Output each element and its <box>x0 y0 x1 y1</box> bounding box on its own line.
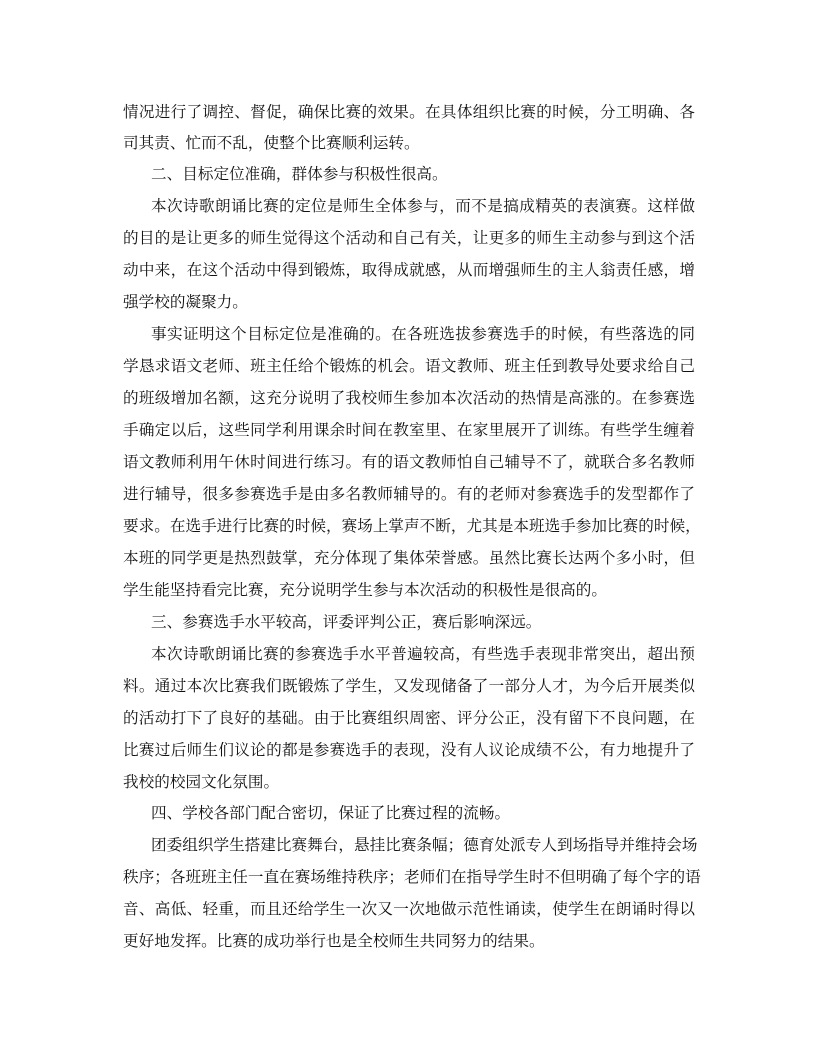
body-text-line: 学恳求语文老师、班主任给个锻炼的机会。语文教师、班主任到教导处要求给自己 <box>123 357 695 375</box>
body-text-line: 比赛过后师生们议论的都是参赛选手的表现，没有人议论成绩不公，有力地提升了 <box>123 741 695 759</box>
body-text-line: 本次诗歌朗诵比赛的定位是师生全体参与，而不是搞成精英的表演赛。这样做 <box>151 197 695 215</box>
body-text-line: 情况进行了调控、督促，确保比赛的效果。在具体组织比赛的时候，分工明确、各 <box>123 103 695 121</box>
body-text-line: 语文教师利用午休时间进行练习。有的语文教师怕自己辅导不了，就联合多名教师 <box>123 453 695 471</box>
body-text-line: 手确定以后，这些同学利用课余时间在教室里、在家里展开了训练。有些学生缠着 <box>123 421 695 439</box>
section-heading: 四、学校各部门配合密切，保证了比赛过程的流畅。 <box>151 804 511 822</box>
body-text-line: 本次诗歌朗诵比赛的参赛选手水平普遍较高，有些选手表现非常突出，超出预 <box>151 645 695 663</box>
body-text-line: 学生能坚持看完比赛，充分说明学生参与本次活动的积极性是很高的。 <box>123 581 608 599</box>
body-text-line: 要求。在选手进行比赛的时候，赛场上掌声不断，尤其是本班选手参加比赛的时候， <box>123 517 701 535</box>
body-text-line: 秩序；各班班主任一直在赛场维持秩序；老师们在指导学生时不但明确了每个字的语 <box>123 868 701 886</box>
body-text-line: 动中来，在这个活动中得到锻炼，取得成就感，从而增强师生的主人翁责任感，增 <box>123 261 695 279</box>
body-text-line: 音、高低、轻重，而且还给学生一次又一次地做示范性诵读，使学生在朗诵时得以 <box>123 900 695 918</box>
body-text-line: 的活动打下了良好的基础。由于比赛组织周密、评分公正，没有留下不良问题，在 <box>123 709 695 727</box>
section-heading: 二、目标定位准确，群体参与积极性很高。 <box>151 165 448 183</box>
body-text-line: 我校的校园文化氛围。 <box>123 773 280 791</box>
body-text-line: 进行辅导，很多参赛选手是由多名教师辅导的。有的老师对参赛选手的发型都作了 <box>123 485 695 503</box>
body-text-line: 的班级增加名额，这充分说明了我校师生参加本次活动的热情是高涨的。在参赛选 <box>123 389 695 407</box>
body-text-line: 事实证明这个目标定位是准确的。在各班选拔参赛选手的时候，有些落选的同 <box>151 325 695 343</box>
body-text-line: 更好地发挥。比赛的成功举行也是全校师生共同努力的结果。 <box>123 932 545 950</box>
body-text-line: 料。通过本次比赛我们既锻炼了学生，又发现储备了一部分人才，为今后开展类似 <box>123 677 695 695</box>
body-text-line: 司其责、忙而不乱，使整个比赛顺利运转。 <box>123 134 420 152</box>
body-text-line: 团委组织学生搭建比赛舞台，悬挂比赛条幅；德育处派专人到场指导并维持会场 <box>151 836 698 854</box>
body-text-line: 强学校的凝聚力。 <box>123 293 248 311</box>
section-heading: 三、参赛选手水平较高，评委评判公正，赛后影响深远。 <box>151 613 542 631</box>
body-text-line: 本班的同学更是热烈鼓掌，充分体现了集体荣誉感。虽然比赛长达两个多小时，但 <box>123 549 695 567</box>
body-text-line: 的目的是让更多的师生觉得这个活动和自己有关，让更多的师生主动参与到这个活 <box>123 229 695 247</box>
